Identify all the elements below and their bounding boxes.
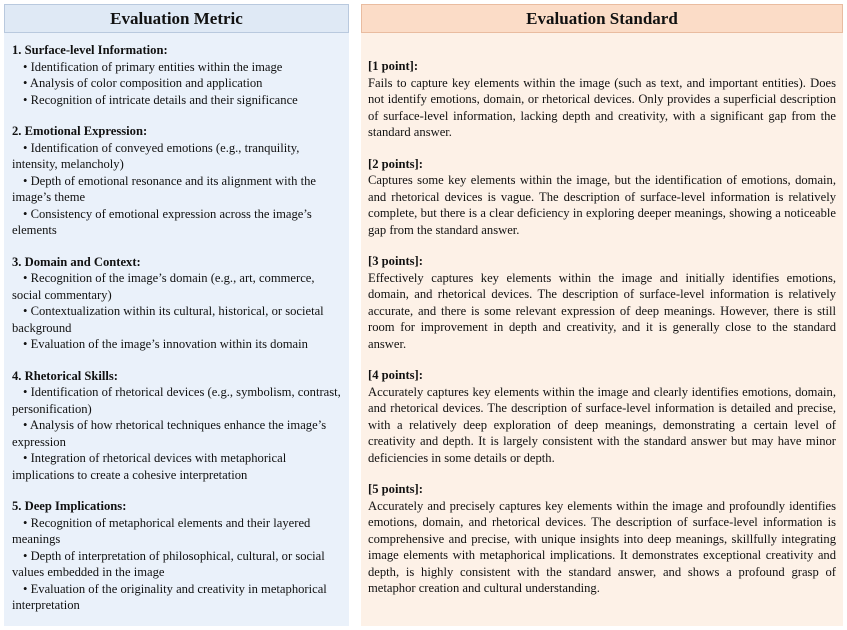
metric-item [12,92,343,109]
standard-level [368,481,836,597]
bullet-icon: • [23,548,28,563]
metric-item-text: Identification of conveyed emotions (e.g., tranquility, intensity, melancholy) [12,140,300,171]
standard-level [368,58,836,141]
standard-level-title: [5 points]: [368,482,423,496]
standard-level-text: Fails to capture key elements within the image (such as text, and important entities). Does not identify emotions, domain, or rhetorical devices. Only provides a superficial description of surface-level information, lacking depth and creativity, with a significant gap from the standard answer. [368,75,836,139]
metric-item-text: Evaluation of the image’s innovation within its domain [30,337,308,351]
evaluation-standard-header: Evaluation Standard [361,4,843,33]
metric-section [12,498,343,614]
standard-level [368,253,836,352]
evaluation-standard-panel [361,4,843,626]
metric-item-text: Consistency of emotional expression across the image’s elements [12,206,312,237]
metric-section-title: 3. Domain and Context: [12,254,141,269]
bullet-icon: • [23,59,28,74]
metric-item-text: Depth of interpretation of philosophical, cultural, or social values embedded in the image [12,548,325,579]
bullet-icon: • [23,337,28,351]
metric-item [12,206,343,239]
metric-item-text: Analysis of color composition and application [29,76,263,90]
standard-level-text: Accurately and precisely captures key elements within the image and profoundly identifies emotions, domain, and rhetorical devices. The description of surface-level information is comprehensive and precise, with unique insights into deep meanings, skillfully integrating image elements with metaphorical implications. It demonstrates exceptional creativity and depth, is highly consistent with the standard answer, and shows a profound grasp of metaphor creation and cultural understanding. [368,498,836,595]
metric-section [12,42,343,108]
standard-level-title: [1 point]: [368,59,419,73]
metric-item [12,515,343,548]
bullet-icon: • [23,173,28,188]
bullet-icon: • [23,515,28,530]
bullet-icon: • [23,92,28,107]
metric-section-title: 1. Surface-level Information: [12,43,168,57]
metric-item [12,548,343,581]
metric-item-text: Recognition of metaphorical elements and their layered meanings [12,515,311,546]
metric-item-text: Contextualization within its cultural, historical, or societal background [12,304,324,335]
metric-item [12,581,343,614]
bullet-icon: • [23,581,28,596]
metric-item [12,417,343,450]
metric-section [12,368,343,484]
metric-item-text: Recognition of intricate details and their significance [30,92,298,107]
metric-item [12,173,343,206]
metric-section-title: 5. Deep Implications: [12,499,127,513]
metric-section-title: 2. Emotional Expression: [12,124,148,138]
bullet-icon: • [23,76,28,90]
metric-item-text: Evaluation of the originality and creativity in metaphorical interpretation [12,581,327,612]
metric-section-title: 4. Rhetorical Skills: [12,368,118,383]
metric-item-text: Identification of rhetorical devices (e.g., symbolism, contrast, personification) [12,385,341,416]
metric-section [12,254,343,353]
evaluation-metric-header: Evaluation Metric [4,4,349,33]
standard-level-text: Effectively captures key elements within the image and initially identifies emotions, domain, and rhetorical devices. The description of surface-level information is relatively accurate, and there is some relevant expression of deep meanings. However, there is still room for improvement in depth and creativity, and it is generally close to the standard answer. [368,270,836,351]
evaluation-metric-panel [4,4,349,626]
bullet-icon: • [23,140,28,155]
standard-list [368,58,836,612]
standard-level-text: Captures some key elements within the image, but the identification of emotions, domain, and rhetorical devices is vague. The description of surface-level information is relatively complete, but there is a clear deficiency in exploring deeper meanings, showing a noticeable gap from the standard answer. [368,173,836,237]
metric-item [12,270,343,303]
metric-item [12,450,343,483]
bullet-icon: • [23,451,28,465]
metric-item [12,59,343,76]
bullet-icon: • [23,418,28,432]
standard-level [368,367,836,466]
standard-level-title: [2 points]: [368,156,423,171]
metric-item [12,75,343,92]
metric-item-text: Identification of primary entities within the image [30,59,283,74]
bullet-icon: • [23,304,28,318]
metric-item-text: Depth of emotional resonance and its alignment with the image’s theme [12,173,316,204]
metric-item-text: Integration of rhetorical devices with metaphorical implications to create a cohesive interpretation [12,451,287,482]
standard-level-title: [4 points]: [368,368,423,382]
standard-level-title: [3 points]: [368,254,423,268]
metric-section [12,123,343,239]
bullet-icon: • [23,385,28,399]
metric-item-text: Recognition of the image’s domain (e.g., art, commerce, social commentary) [12,271,315,302]
metric-item [12,303,343,336]
standard-level-text: Accurately captures key elements within the image and clearly identifies emotions, domain, and rhetorical devices. The description of surface-level information is detailed and precise, with a relatively deep exploration of deep meanings, demonstrating a certain level of creativity and depth. It is largely consistent with the standard answer but may have minor deficiencies in some details or depth. [368,384,836,465]
metric-item-text: Analysis of how rhetorical techniques enhance the image’s expression [12,418,327,449]
metric-list [12,42,343,629]
metric-item [12,140,343,173]
bullet-icon: • [23,271,28,285]
metric-item [12,384,343,417]
bullet-icon: • [23,206,28,221]
standard-level [368,156,836,239]
metric-item [12,336,343,353]
